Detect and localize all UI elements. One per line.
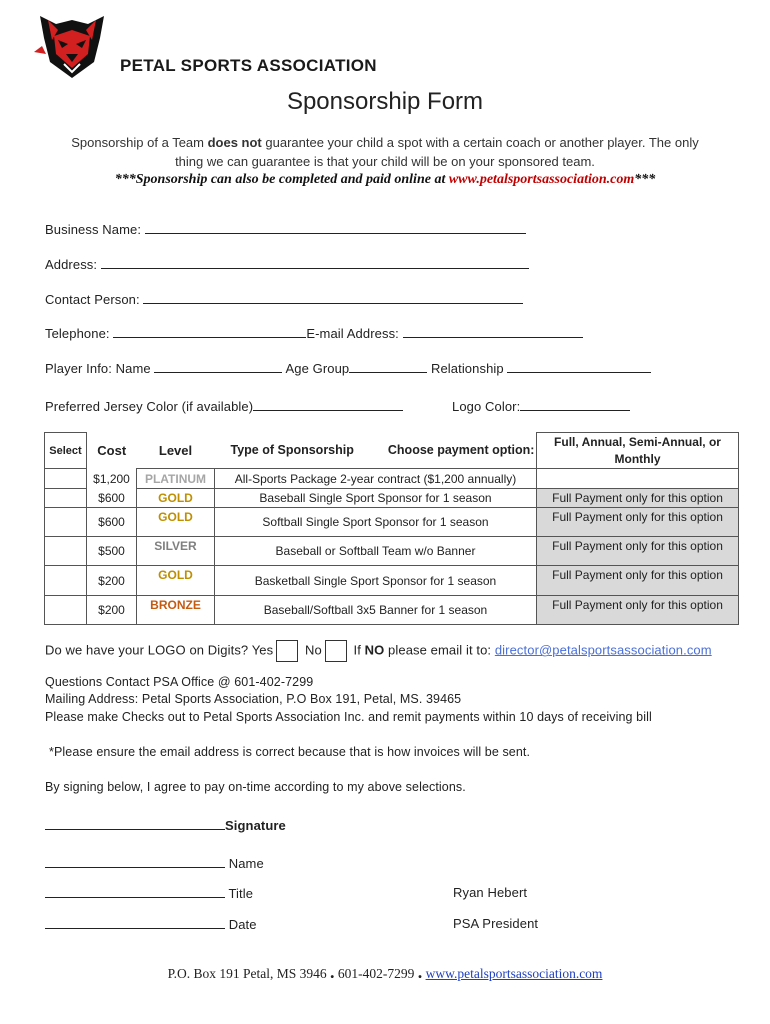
signer-name: Ryan Hebert	[453, 885, 528, 900]
cost-cell: $200	[87, 566, 137, 596]
sponsorship-table	[44, 432, 739, 625]
table-row	[45, 508, 739, 537]
title-line[interactable]: Title	[45, 885, 253, 901]
select-cell[interactable]	[45, 596, 87, 625]
table-header-row	[45, 433, 739, 469]
payment-cell: Full Payment only for this option	[537, 508, 739, 537]
type-cell: Softball Single Sport Sponsor for 1 season	[215, 508, 537, 537]
cost-cell: $500	[87, 537, 137, 566]
type-cell: Baseball Single Sport Sponsor for 1 season	[215, 489, 537, 508]
table-row	[45, 489, 739, 508]
intro-line-2: thing we can guarantee is that your child will be on your sponsored team.	[175, 154, 595, 169]
select-cell[interactable]	[45, 566, 87, 596]
footer-website-link[interactable]: www.petalsportsassociation.com	[425, 966, 603, 981]
organization-name: PETAL SPORTS ASSOCIATION	[120, 56, 377, 75]
page-title: Sponsorship Form	[286, 88, 484, 115]
no-checkbox[interactable]	[325, 640, 347, 662]
date-line[interactable]: Date	[45, 916, 257, 932]
address-field[interactable]: Address:	[45, 256, 529, 272]
cost-cell: $600	[87, 508, 137, 537]
business-name-field[interactable]: Business Name:	[45, 221, 526, 237]
level-header: Level	[158, 442, 193, 458]
contact-person-field[interactable]: Contact Person:	[45, 291, 523, 307]
email-note: *Please ensure the email address is correct because that is how invoices will be sent.	[49, 745, 531, 759]
select-cell[interactable]	[45, 469, 87, 489]
cost-cell: $1,200	[87, 469, 137, 489]
type-cell: All-Sports Package 2-year contract ($1,200 annually)	[215, 469, 537, 489]
footer-phone: 601-402-7299	[337, 966, 415, 981]
contact-line-3: Please make Checks out to Petal Sports Association Inc. and remit payments within 10 days of receiving bill	[45, 710, 652, 724]
yes-checkbox[interactable]	[276, 640, 298, 662]
level-cell: SILVER	[137, 537, 215, 566]
contact-line-2: Mailing Address: Petal Sports Association, P.O Box 191, Petal, MS. 39465	[45, 692, 462, 706]
type-cell: Baseball or Softball Team w/o Banner	[215, 537, 537, 566]
jersey-color-field[interactable]: Preferred Jersey Color (if available)	[45, 398, 403, 414]
table-row	[45, 469, 739, 489]
footer: P.O. Box 191 Petal, MS 3946 . 601-402-7299 . www.petalsportsassociation.com	[167, 962, 603, 982]
payment-cell: Full Payment only for this option	[537, 537, 739, 566]
payment-cell: Full Payment only for this option	[537, 489, 739, 508]
player-info-field[interactable]: Player Info: Name Age Group Relationship	[45, 360, 651, 376]
level-cell: GOLD	[137, 508, 215, 537]
logo-question: Do we have your LOGO on Digits? Yes No If NO please email it to: director@petalsportsassociation.com	[45, 640, 712, 662]
cost-cell: $600	[87, 489, 137, 508]
select-header: Select	[45, 433, 87, 469]
table-row	[45, 566, 739, 596]
select-cell[interactable]	[45, 489, 87, 508]
logo-color-field[interactable]: Logo Color:	[452, 398, 630, 414]
type-header: Type of Sponsorship Choose payment option:	[230, 443, 535, 458]
level-cell: GOLD	[137, 489, 215, 508]
payment-cell	[537, 469, 739, 489]
signer-title: PSA President	[453, 916, 539, 931]
cost-cell: $200	[87, 596, 137, 625]
type-cell: Basketball Single Sport Sponsor for 1 season	[215, 566, 537, 596]
telephone-field[interactable]: Telephone: E-mail Address:	[45, 325, 583, 341]
panther-mascot-icon	[30, 10, 114, 82]
payment-cell: Full Payment only for this option	[537, 596, 739, 625]
name-line[interactable]: Name	[45, 855, 264, 871]
signature-line[interactable]: Signature	[45, 817, 286, 833]
contact-line-1: Questions Contact PSA Office @ 601-402-7299	[45, 675, 314, 689]
payment-header: Choose payment option:	[387, 443, 535, 458]
director-email-link[interactable]: director@petalsportsassociation.com	[494, 642, 712, 658]
level-cell: BRONZE	[137, 596, 215, 625]
footer-address: P.O. Box 191 Petal, MS 3946	[167, 966, 327, 981]
frequency-header: Full, Annual, Semi-Annual, or Monthly	[537, 433, 739, 469]
agreement-text: By signing below, I agree to pay on-time according to my above selections.	[45, 780, 466, 794]
select-cell[interactable]	[45, 508, 87, 537]
intro-emphasis: does not	[207, 135, 262, 150]
level-cell: PLATINUM	[137, 469, 215, 489]
select-cell[interactable]	[45, 537, 87, 566]
payment-cell: Full Payment only for this option	[537, 566, 739, 596]
online-payment-note: ***Sponsorship can also be completed and paid online at www.petalsportsassociation.com***	[114, 172, 656, 187]
table-row	[45, 537, 739, 566]
intro-line-1: Sponsorship of a Team does not guarantee your child a spot with a certain coach or another player. The only	[71, 135, 699, 150]
cost-header: Cost	[97, 443, 127, 458]
table-row	[45, 596, 739, 625]
online-link[interactable]: www.petalsportsassociation.com	[448, 172, 635, 187]
type-cell: Baseball/Softball 3x5 Banner for 1 season	[215, 596, 537, 625]
level-cell: GOLD	[137, 566, 215, 596]
